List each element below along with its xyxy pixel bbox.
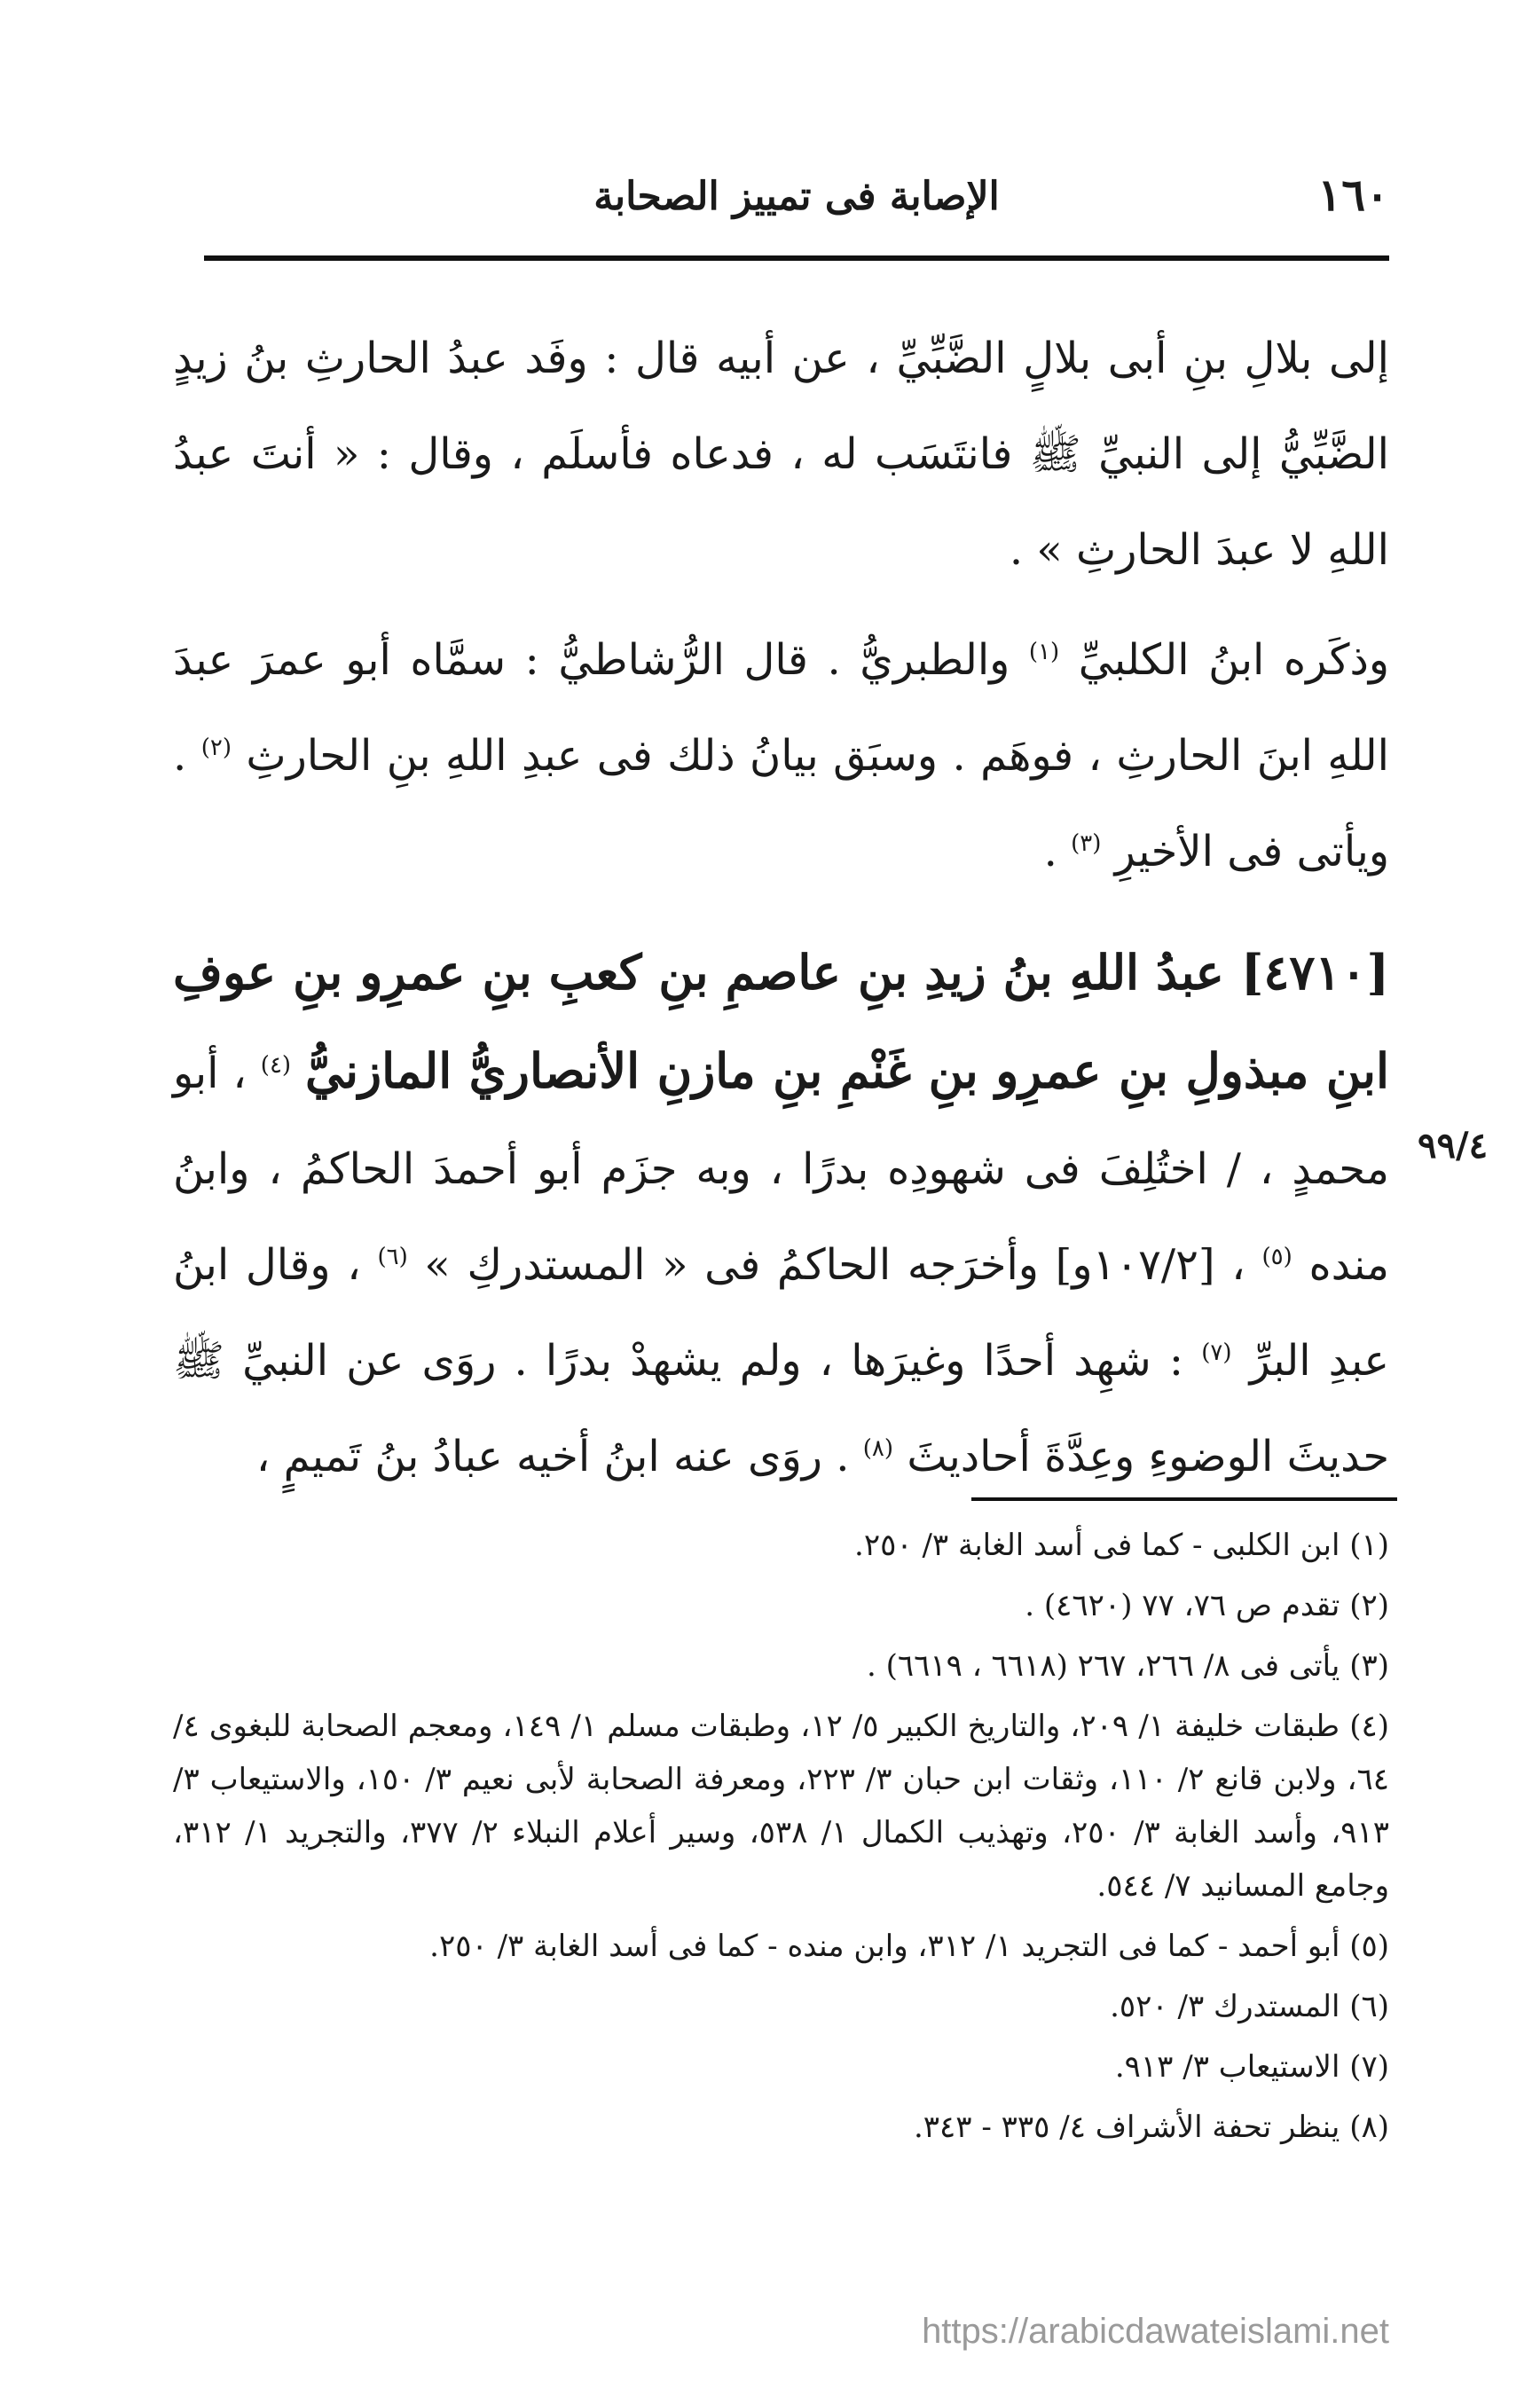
paragraph-text: والطبريُّ . قال الرُّشاطيُّ : سمَّاه أبو عمرَ عبدَ اللهِ ابنَ الحارثِ ، فوهَم . وسبَق بيانُ ذلك فى عبدِ اللهِ بنِ الحارثِ	[173, 635, 1390, 781]
header-rule	[204, 255, 1389, 261]
entry-text: . روَى عنه ابنُ أخيه عبادُ بنُ تَميمٍ ،	[255, 1432, 850, 1481]
biography-entry	[173, 924, 1389, 1504]
footnote: (٤) طبقات خليفة ١/ ٢٠٩، والتاريخ الكبير ٥/ ١٢، وطبقات مسلم ١/ ١٤٩، ومعجم الصحابة للبغوى ٤/ ٦٤، ولابن قانع ٢/ ١١٠، وثقات ابن حبان ٣/ ٢٢٣، ومعرفة الصحابة لأبى نعيم ٣/ ١٥٠، والاستيعاب ٣/ ٩١٣، وأسد الغابة ٣/ ٢٥٠، وتهذيب الكمال ١/ ٥٣٨، وسير أعلام النبلاء ٢/ ٣٧٧، والتجريد ١/ ٣١٢، وجامع المسانيد ٧/ ٥٤٤.	[173, 1709, 1390, 1904]
footnote-marker[interactable]: (٧)	[1201, 1339, 1232, 1366]
margin-page-reference: ٩٩/٤	[1418, 1125, 1489, 1167]
footnote-marker[interactable]: (٦)	[377, 1244, 408, 1270]
footnote: (٣) يأتى فى ٨/ ٢٦٦، ٢٦٧ (٦٦١٨ ، ٦٦١٩) .	[867, 1648, 1389, 1684]
running-title: الإصابة فى تمييز الصحابة	[593, 174, 1000, 219]
footnote: (٦) المستدرك ٣/ ٥٢٠.	[1110, 1989, 1389, 2024]
footnote-marker[interactable]: (٤)	[260, 1052, 292, 1079]
footnote-marker[interactable]: (٥)	[1261, 1244, 1292, 1270]
footnote: (٨) ينظر تحفة الأشراف ٤/ ٣٣٥ - ٣٤٣.	[913, 2109, 1389, 2145]
footnote: (٥) أبو أحمد - كما فى التجريد ١/ ٣١٢، وابن منده - كما فى أسد الغابة ٣/ ٢٥٠.	[429, 1929, 1389, 1964]
paragraph-text: . ويأتى فى الأخيرِ	[173, 731, 1389, 876]
paragraph	[173, 612, 1389, 900]
footnote: (٧) الاستيعاب ٣/ ٩١٣.	[1114, 2049, 1389, 2085]
entry-heading: [٤٧١٠] عبدُ اللهِ بنُ زيدِ بنِ عاصمِ بنِ كعبِ بنِ عمرِو بنِ عوفِ ابنِ مبذولِ بنِ عمرِو بنِ غَنْمِ بنِ مازنِ الأنصاريُّ المازنيُّ	[173, 944, 1389, 1099]
footnote-marker[interactable]: (٨)	[862, 1435, 894, 1462]
entry-text: ، [١٠٧/٢و] وأخرَجه الحاكمُ فى « المستدركِ »	[424, 1240, 1245, 1290]
source-watermark: https://arabicdawateislami.net	[922, 2312, 1389, 2351]
footnotes	[173, 1519, 1389, 2161]
entry-text: : شهِد أحدًا وغيرَها ، ولم يشهدْ بدرًا . روَى عن النبيِّ ﷺ حديثَ الوضوءِ وعِدَّةَ أحاديثَ	[173, 1336, 1389, 1481]
footnote-marker[interactable]: (٣)	[1071, 830, 1102, 857]
footnote-marker[interactable]: (٢)	[200, 735, 232, 761]
main-text	[173, 310, 1389, 1504]
footnote: (٢) تقدم ص ٧٦، ٧٧ (٤٦٢٠) .	[1025, 1588, 1389, 1623]
page-number: ١٦٠	[1317, 169, 1389, 221]
footnote: (١) ابن الكلبى - كما فى أسد الغابة ٣/ ٢٥٠.	[854, 1528, 1389, 1563]
paragraph: إلى بلالِ بنِ أبى بلالٍ الضَّبِّيِّ ، عن أبيه قال : وفَد عبدُ الحارثِ بنُ زيدٍ الضَّبِّيُّ إلى النبيِّ ﷺ فانتَسَب له ، فدعاه فأسلَم ، وقال : « أنتَ عبدُ اللهِ لا عبدَ الحارثِ » .	[173, 334, 1389, 575]
footnote-separator	[971, 1497, 1397, 1501]
paragraph-text: وذكَره ابنُ الكلبيِّ	[1078, 635, 1389, 685]
entry-text: ، أبو محمدٍ ، / اختُلِفَ فى شهودِه بدرًا ، وبه جزَم أبو أحمدَ الحاكمُ ، وابنُ منده	[173, 1049, 1390, 1290]
page-header	[204, 169, 1389, 240]
paragraph-text: .	[1043, 827, 1057, 876]
entry-text: ، وقال ابنُ عبدِ البرِّ	[173, 1240, 1390, 1386]
footnote-marker[interactable]: (١)	[1028, 639, 1060, 665]
